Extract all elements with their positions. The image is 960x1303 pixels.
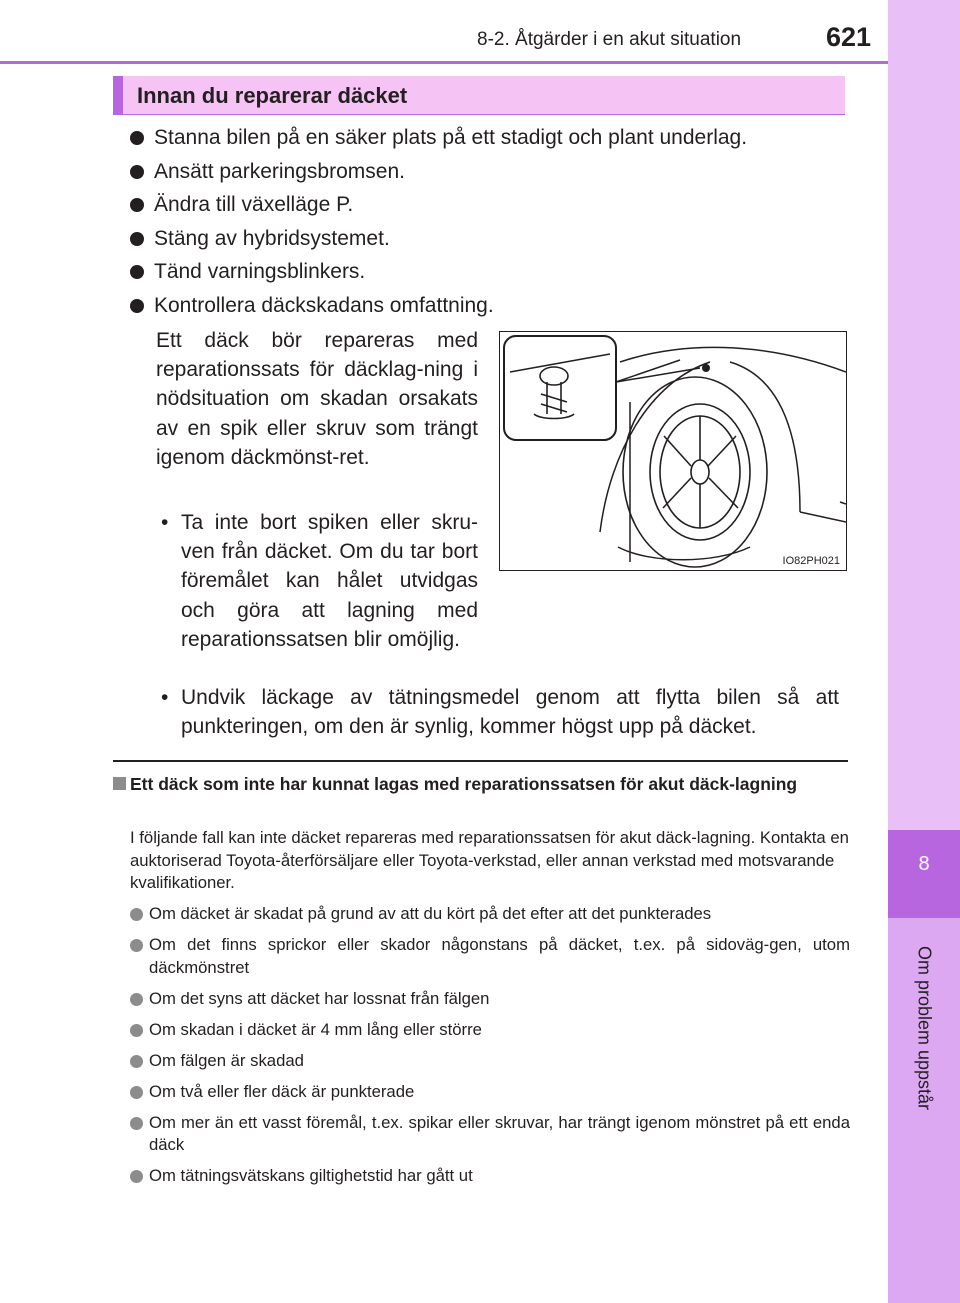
section-heading-rule bbox=[113, 114, 845, 115]
list-item: Om tätningsvätskans giltighetstid har gått ut bbox=[130, 1165, 850, 1188]
bullet-icon bbox=[130, 1055, 143, 1068]
list-item: Ansätt parkeringsbromsen. bbox=[130, 160, 747, 194]
bullet-icon bbox=[130, 1086, 143, 1099]
list-item: Om det finns sprickor eller skador någonstans på däcket, t.ex. på sidoväg-gen, utom däckmönstret bbox=[130, 934, 850, 979]
square-bullet-icon bbox=[113, 777, 126, 790]
chapter-number: 8 bbox=[918, 853, 930, 875]
list-item: Om två eller fler däck är punkterade bbox=[130, 1081, 850, 1104]
note-heading: Ett däck som inte har kunnat lagas med reparationssatsen för akut däck-lagning bbox=[113, 773, 848, 795]
bullet-icon bbox=[130, 1170, 143, 1183]
list-item: Om däcket är skadat på grund av att du kört på det efter att det punkterades bbox=[130, 903, 850, 926]
list-item: Ändra till växelläge P. bbox=[130, 193, 747, 227]
page-number: 621 bbox=[826, 22, 872, 52]
bullet-icon bbox=[130, 993, 143, 1006]
section-heading-bar bbox=[113, 76, 845, 114]
tire-illustration bbox=[499, 331, 847, 571]
note-intro: I följande fall kan inte däcket repareras med reparationssatsen för akut däck-lagning. Kontakta en auktoriserad Toyota-återförsäljare eller Toyota-verkstad, eller annan verkstad med motsvarande kvalifikationer. bbox=[130, 828, 849, 892]
list-item: Tänd varningsblinkers. bbox=[130, 260, 747, 294]
chapter-title: Om problem uppstår bbox=[914, 945, 935, 1111]
list-item: Kontrollera däckskadans omfattning. bbox=[130, 294, 747, 328]
header-rule bbox=[0, 61, 888, 64]
list-item: Om fälgen är skadad bbox=[130, 1050, 850, 1073]
bullet-icon bbox=[130, 131, 144, 145]
list-item: Stanna bilen på en säker plats på ett stadigt och plant underlag. bbox=[130, 126, 747, 160]
bullet-icon bbox=[130, 165, 144, 179]
bullet-icon bbox=[130, 232, 144, 246]
sub-bullet-marker: • bbox=[161, 686, 169, 709]
sub-bullet: • Undvik läckage av tätningsmedel genom att flytta bilen så att punkteringen, om den är synlig, kommer högst upp på däcket. bbox=[181, 683, 839, 741]
list-item: Om skadan i däcket är 4 mm lång eller större bbox=[130, 1019, 850, 1042]
bullet-icon bbox=[130, 939, 143, 952]
header-section-title: 8-2. Åtgärder i en akut situation bbox=[477, 29, 742, 50]
figure-code: IO82PH021 bbox=[782, 555, 840, 567]
note-list bbox=[130, 903, 850, 1188]
bullet-icon bbox=[130, 299, 144, 313]
section-divider bbox=[113, 760, 848, 762]
sub-bullet-marker: • bbox=[161, 511, 169, 534]
precaution-list bbox=[130, 126, 747, 327]
list-item: Stäng av hybridsystemet. bbox=[130, 227, 747, 261]
bullet-icon bbox=[130, 198, 144, 212]
bullet-icon bbox=[130, 908, 143, 921]
list-item: Om det syns att däcket har lossnat från fälgen bbox=[130, 988, 850, 1011]
bullet-icon bbox=[130, 1117, 143, 1130]
bullet-icon bbox=[130, 1024, 143, 1037]
repair-paragraph: Ett däck bör repareras med reparationssats för däcklag-ning i nödsituation om skadan orsakats av en spik eller skruv som trängt igenom däckmönst-ret. bbox=[156, 329, 478, 469]
tire-screw-icon bbox=[500, 332, 846, 570]
section-heading: Innan du reparerar däcket bbox=[137, 83, 408, 108]
bullet-icon bbox=[130, 265, 144, 279]
sub-bullet: • Ta inte bort spiken eller skru-ven från däcket. Om du tar bort föremålet kan hålet utvidgas och göra att lagning med reparationssatsen blir omöjlig. bbox=[181, 508, 478, 654]
list-item: Om mer än ett vasst föremål, t.ex. spikar eller skruvar, har trängt igenom mönstret på ett enda däck bbox=[130, 1112, 850, 1157]
